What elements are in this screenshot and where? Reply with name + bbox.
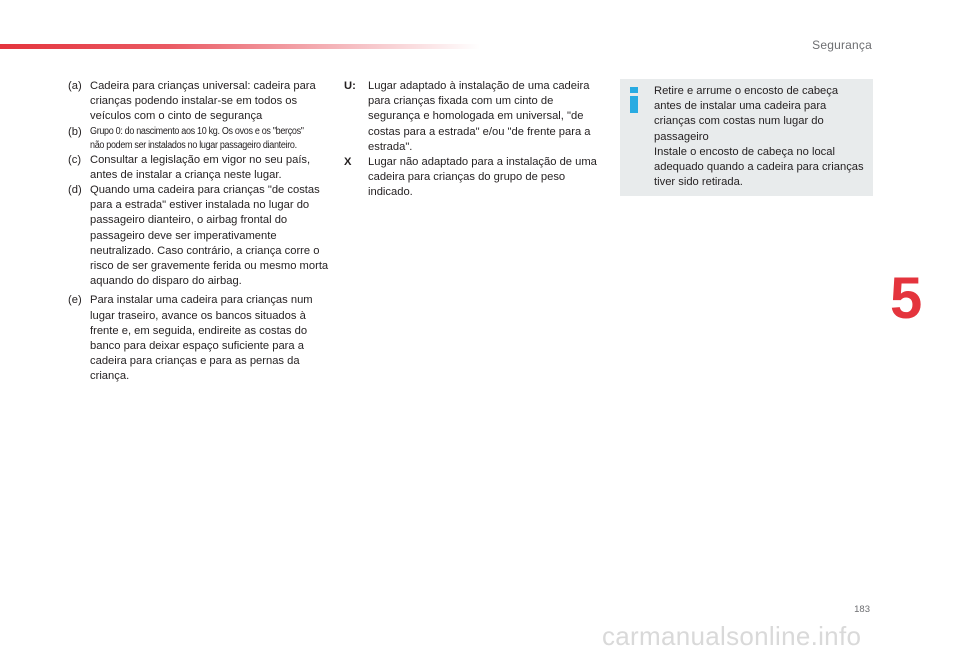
legend-text: Lugar adaptado à instalação de uma cadeira para crianças fixada com um cinto de segurança e homologada em universal, "de costas para a estrada" e/ou "de frente para a estrada". [368, 80, 591, 153]
note-e [68, 293, 330, 384]
header-accent-bar [0, 44, 480, 49]
note-key: (b) [68, 125, 82, 138]
note-b-line1: Grupo 0: do nascimento aos 10 kg. Os ovos e os "berços" [90, 125, 304, 137]
notes-column [68, 79, 330, 385]
legend-text: Lugar não adaptado para a instalação de uma cadeira para crianças do grupo de peso indicado. [368, 156, 597, 199]
note-b-line2: não podem ser instalados no lugar passageiro dianteiro. [90, 139, 297, 151]
watermark: carmanualsonline.info [602, 621, 862, 651]
note-c [68, 153, 330, 183]
info-icon [630, 87, 638, 113]
legend-x [344, 155, 602, 201]
note-key: (d) [68, 184, 82, 197]
note-text: Cadeira para crianças universal: cadeira para crianças podendo instalar-se em todos os veículos com o cinto de segurança [90, 80, 316, 123]
legend-column [344, 79, 602, 201]
note-d [68, 183, 330, 289]
note-text [90, 125, 311, 153]
note-text: Para instalar uma cadeira para crianças num lugar traseiro, avance os bancos situados à frente e, em seguida, endireite as costas do banco para deixar espaço suficiente para a cadeira para crianças e para as pernas da criança. [90, 294, 313, 383]
note-key: (a) [68, 80, 82, 92]
legend-key: X [344, 156, 352, 169]
legend-key: U: [344, 80, 356, 92]
note-a [68, 79, 330, 125]
chapter-number: 5 [890, 266, 923, 331]
note-text: Consultar a legislação em vigor no seu país, antes de instalar a criança neste lugar. [90, 153, 311, 181]
note-text: Quando uma cadeira para crianças "de costas para a estrada" estiver instalada no lugar do passageiro dianteiro, o airbag frontal do passageiro deve ser imperativamente neutralizado. Caso contrário, a criança corre o risco de ser gravemente ferida ou mesmo morta aquando do disparo do airbag. [90, 184, 329, 288]
legend-u [344, 79, 602, 155]
note-key: (e) [68, 294, 82, 307]
section-title: Segurança [812, 38, 872, 52]
info-box [620, 79, 873, 196]
info-line-1: Retire e arrume o encosto de cabeça antes de instalar uma cadeira para crianças com costas num lugar do passageiro [654, 85, 839, 143]
note-b [68, 125, 330, 153]
info-text [654, 84, 866, 190]
info-line-2: Instale o encosto de cabeça no local adequado quando a cadeira para crianças tiver sido retirada. [654, 145, 864, 189]
note-key: (c) [68, 153, 82, 166]
page-number: 183 [854, 604, 870, 615]
